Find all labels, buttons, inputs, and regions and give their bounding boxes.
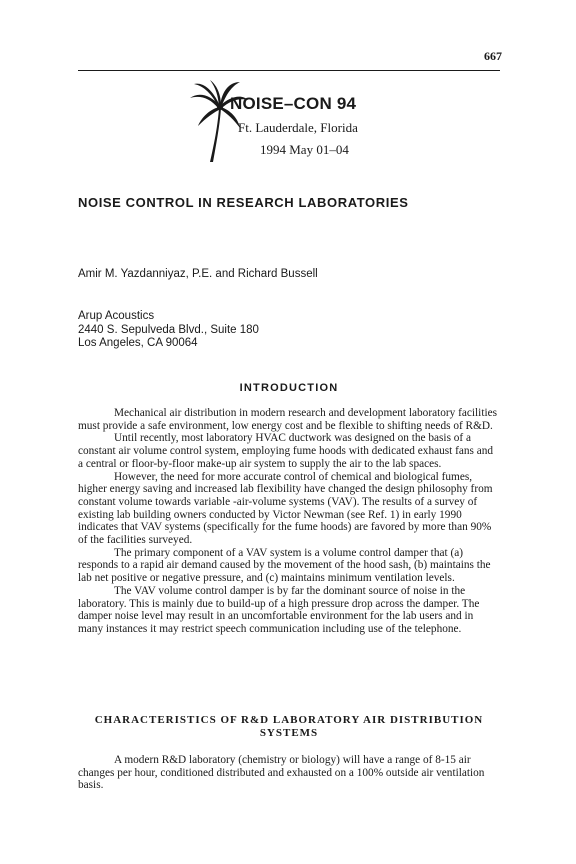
paragraph: The primary component of a VAV system is a volume control damper that (a) responds to a rapid air demand caused by the movement of the hood sash, (b) maintains the lab net positive or negative pressure, and (c) maintains minimum ventilation levels.	[78, 546, 491, 585]
paragraph: Until recently, most laboratory HVAC ductwork was designed on the basis of a constant air volume control system, employing fume hoods with dedicated exhaust fans and a central or floor-by-floor make-up air system to supply the air to the lab spaces.	[78, 432, 494, 470]
paragraph: However, the need for more accurate control of chemical and biological fumes, higher energy saving and increased lab flexibility have changed the design philosophy from constant volume towards variable -air-volume systems (VAV). The results of a survey of existing lab building owners conducted by Victor Newman (see Ref. 1) in early 1990 indicates that VAV systems (specifically for the fume hoods) are favored by more than 90% of the facilities surveyed.	[78, 470, 493, 547]
introduction-body	[78, 407, 500, 636]
conference-date: 1994 May 01–04	[260, 142, 349, 157]
characteristics-body	[78, 754, 500, 792]
affiliation-org: Arup Acoustics	[78, 310, 155, 322]
page-number: 667	[484, 49, 502, 63]
affiliation-city: Los Angeles, CA 90064	[78, 337, 198, 350]
conference-name: NOISE–CON 94	[230, 94, 357, 113]
affiliation	[78, 310, 259, 351]
affiliation-street: 2440 S. Sepulveda Blvd., Suite 180	[78, 323, 259, 336]
section-heading-introduction: INTRODUCTION	[239, 382, 339, 394]
paper-title: NOISE CONTROL IN RESEARCH LABORATORIES	[78, 195, 409, 210]
heading-line: CHARACTERISTICS OF R&D LABORATORY AIR DISTRIBUTION	[94, 714, 484, 726]
paragraph: The VAV volume control damper is by far the dominant source of noise in the laboratory. This is mainly due to build-up of a high pressure drop across the damper. The damper noise level may result in an uncomfortable environment for the lab users and in many instances it may restrict speech communication including use of the telephone.	[78, 584, 480, 635]
paragraph: Mechanical air distribution in modern research and development laboratory facilities must provide a safe environment, low energy cost and be flexible to shifting needs of R&D.	[78, 407, 498, 432]
conference-header	[188, 78, 408, 168]
paragraph: A modern R&D laboratory (chemistry or biology) will have a range of 8-15 air changes per hour, conditioned distributed and exhausted on a 100% outside air ventilation basis.	[78, 754, 485, 792]
section-heading-characteristics	[78, 714, 500, 740]
conference-place: Ft. Lauderdale, Florida	[238, 120, 358, 135]
authors: Amir M. Yazdanniyaz, P.E. and Richard Bussell	[78, 268, 318, 280]
heading-line: SYSTEMS	[259, 727, 319, 739]
header-rule	[78, 70, 500, 71]
